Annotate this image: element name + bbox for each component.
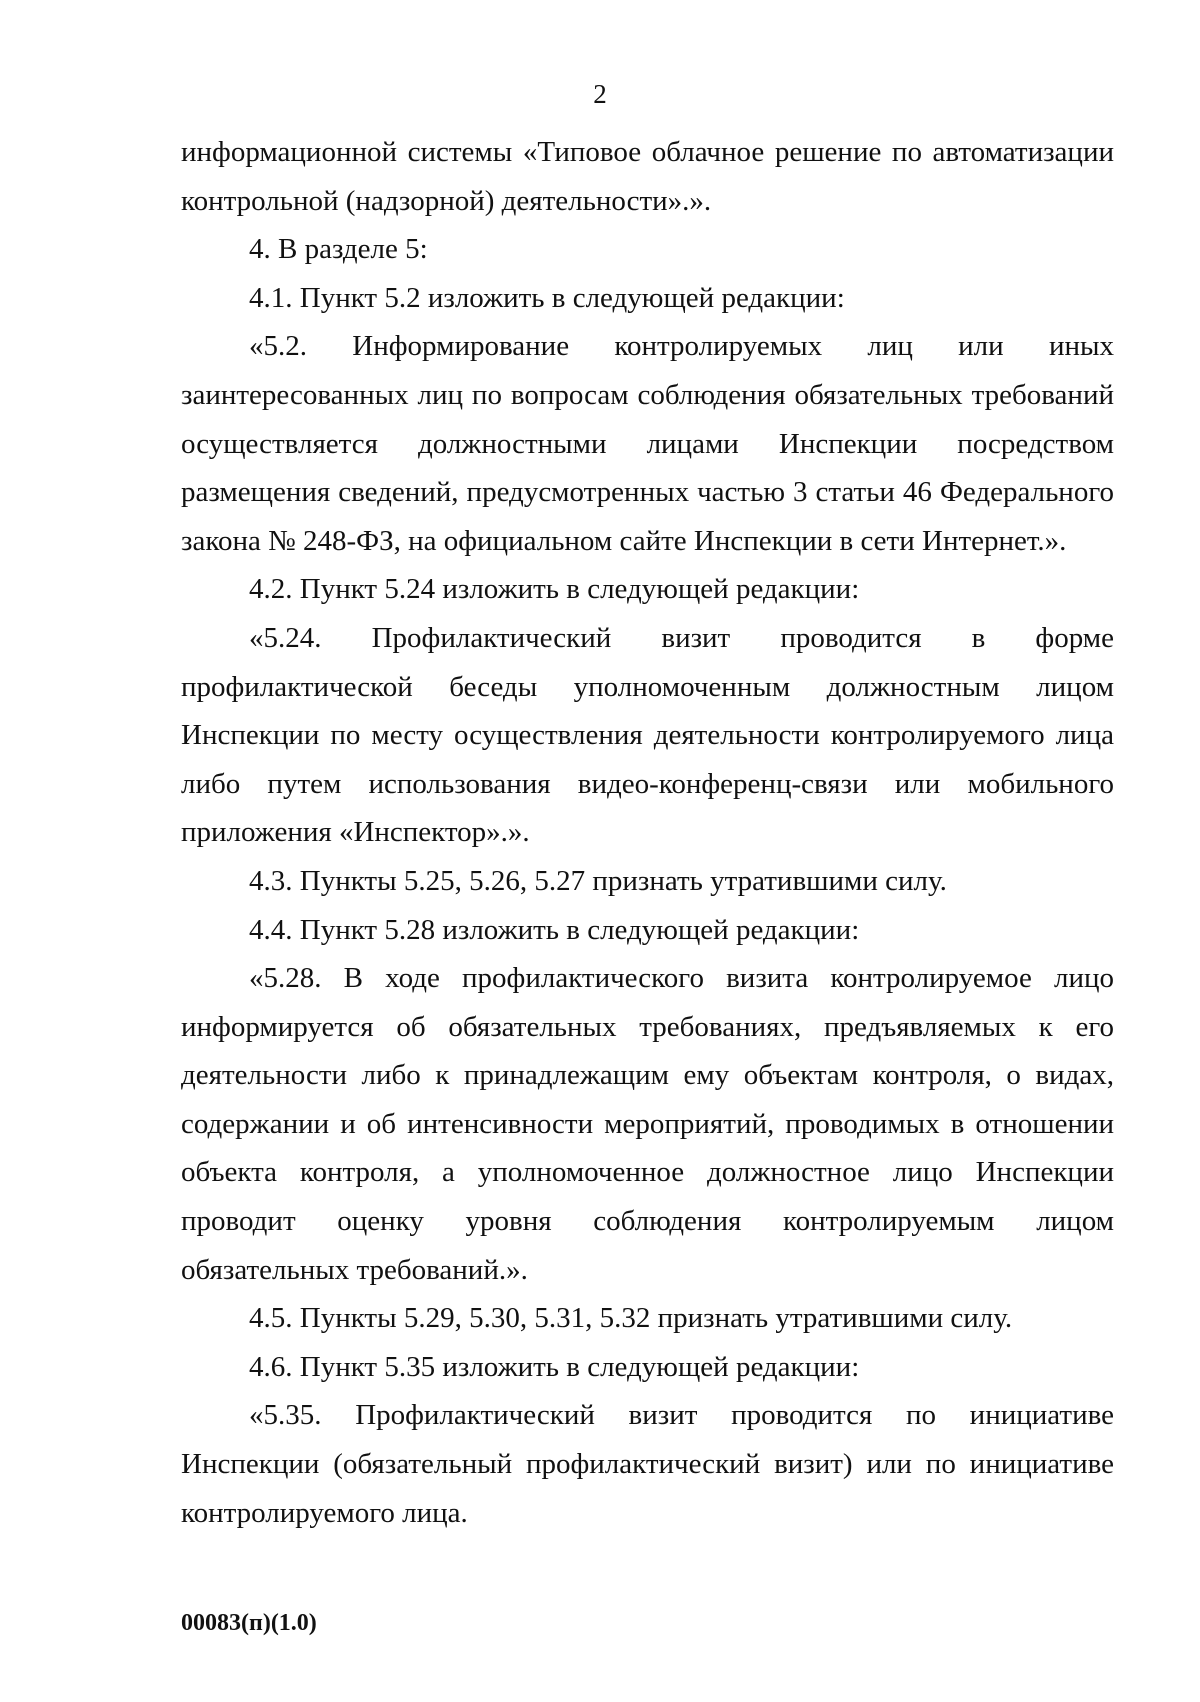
paragraph: 4.2. Пункт 5.24 изложить в следующей редакции: [249,573,860,606]
paragraph: 4.3. Пункты 5.25, 5.26, 5.27 признать утратившими силу. [249,864,947,897]
paragraph: 4.1. Пункт 5.2 изложить в следующей редакции: [249,281,845,314]
paragraph: «5.35. Профилактический визит проводится по инициативе Инспекции (обязательный профилактический визит) или по инициативе контролируемого лица. [181,1399,1114,1529]
paragraph: 4. В разделе 5: [249,233,428,266]
paragraph: «5.24. Профилактический визит проводится в форме профилактической беседы уполномоченным должностным лицом Инспекции по месту осуществления деятельности контролируемого лица либо путем использования видео-конференц-связи или мобильного приложения «Инспектор».». [181,621,1114,849]
paragraph: 4.4. Пункт 5.28 изложить в следующей редакции: [249,913,860,946]
document-code: 00083(п)(1.0) [181,1610,317,1636]
paragraph: «5.2. Информирование контролируемых лиц или иных заинтересованных лиц по вопросам соблюдения обязательных требований осуществляется должностными лицами Инспекции посредством размещения сведений, предусмотренных частью 3 статьи 46 Федерального закона № 248-ФЗ, на официальном сайте Инспекции в сети Интернет.». [181,330,1114,557]
paragraph: информационной системы «Типовое облачное решение по автоматизации контрольной (надзорной) деятельности».». [181,136,1114,217]
paragraph: 4.5. Пункты 5.29, 5.30, 5.31, 5.32 признать утратившими силу. [249,1302,1013,1335]
paragraph: 4.6. Пункт 5.35 изложить в следующей редакции: [249,1350,860,1383]
paragraph: «5.28. В ходе профилактического визита контролируемое лицо информируется об обязательных требованиях, предъявляемых к его деятельности либо к принадлежащим ему объектам контроля, о видах, содержании и об интенсивности мероприятий, проводимых в отношении объекта контроля, а уполномоченное должностное лицо Инспекции проводит оценку уровня соблюдения контролируемым лицом обязательных требований.». [181,962,1114,1286]
page-number: 2 [593,79,607,109]
document-body [181,128,1114,1537]
